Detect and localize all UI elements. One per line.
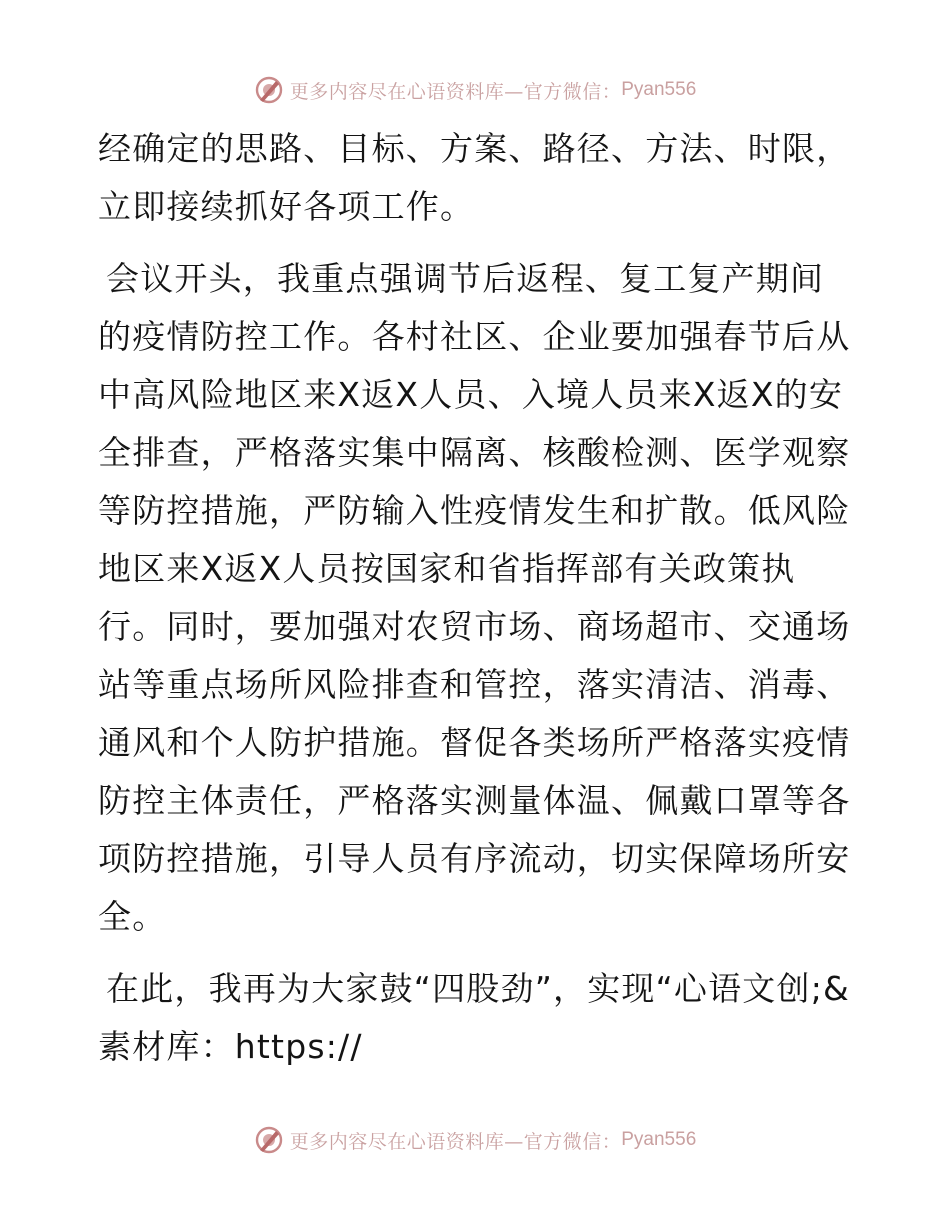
document-body <box>98 120 858 1076</box>
paragraph-1: 经确定的思路、目标、方案、路径、方法、时限，立即接续抓好各项工作。 <box>98 129 851 226</box>
watermark-wechat-id: Pyan556 <box>621 79 697 100</box>
header-watermark <box>0 70 950 110</box>
quill-seal-icon <box>254 75 284 105</box>
watermark-text: 更多内容尽在心语资料库—官方微信： <box>289 1130 622 1153</box>
watermark-wechat-id: Pyan556 <box>621 1129 697 1150</box>
watermark-text: 更多内容尽在心语资料库—官方微信： <box>289 80 622 103</box>
footer-watermark <box>0 1120 950 1160</box>
paragraph-3: 在此，我再为大家鼓“四股劲”，实现“心语文创;&素材库：https:// <box>98 969 850 1066</box>
paragraph-2: 会议开头，我重点强调节后返程、复工复产期间的疫情防控工作。各村社区、企业要加强春节后从中高风险地区来X返X人员、入境人员来X返X的安全排查，严格落实集中隔离、核酸检测、医学观察等防控措施，严防输入性疫情发生和扩散。低风险地区来X返X人员按国家和省指挥部有关政策执行。同时，要加强对农贸市场、商场超市、交通场站等重点场所风险排查和管控，落实清洁、消毒、通风和个人防护措施。督促各类场所严格落实疫情防控主体责任，严格落实测量体温、佩戴口罩等各项防控措施，引导人员有序流动，切实保障场所安全。 <box>98 259 851 936</box>
quill-seal-icon <box>254 1125 284 1155</box>
